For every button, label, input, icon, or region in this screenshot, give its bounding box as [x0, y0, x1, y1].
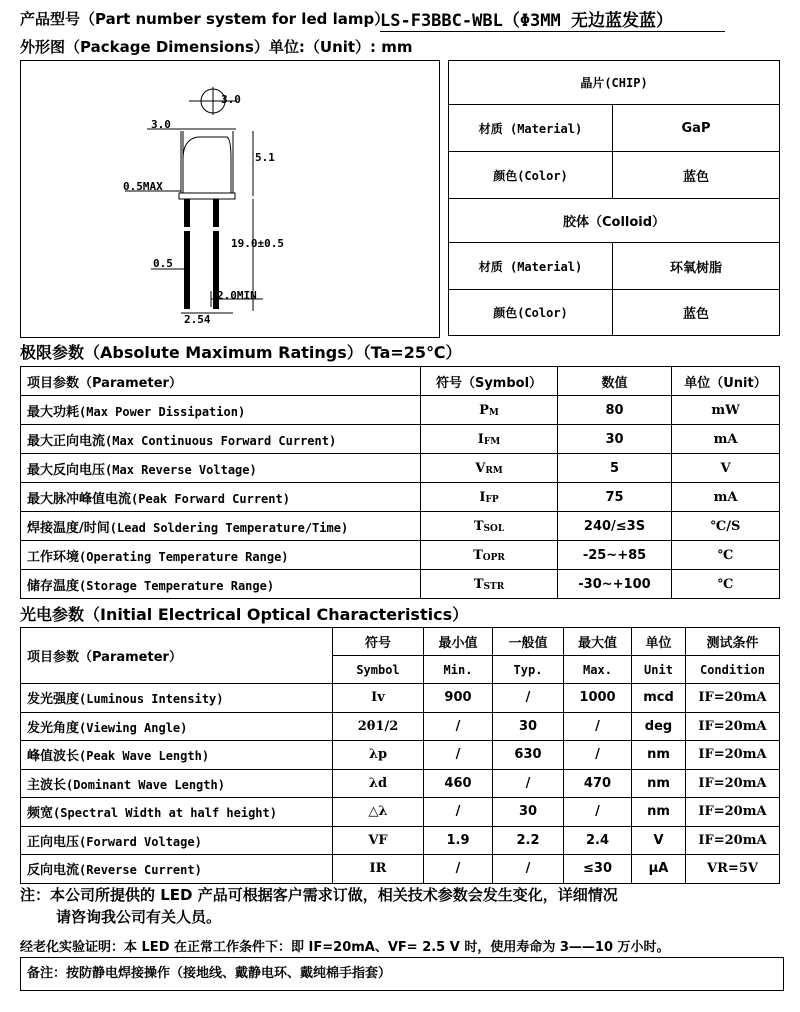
abs-symbol-cell: [421, 570, 558, 599]
abs-max-row: [21, 570, 780, 599]
abs-unit-cell: V: [672, 454, 780, 483]
opt-unit-cell: mcd: [632, 684, 686, 713]
header-label: 产品型号（Part number system for led lamp）: [20, 10, 390, 28]
opt-header-symbol-cn: 符号: [333, 628, 424, 656]
abs-header-value: 数值: [558, 367, 672, 396]
abs-value-cell: 80: [558, 396, 672, 425]
opt-typ-cell: /: [493, 684, 564, 713]
opt-min-cell: /: [424, 855, 493, 884]
abs-value-cell: 5: [558, 454, 672, 483]
param-en: (Reverse Current): [79, 863, 202, 878]
abs-max-row: [21, 425, 780, 454]
opt-param-cell: [21, 826, 333, 855]
abs-param-cell: [21, 454, 421, 483]
param-cn: 发光角度: [27, 720, 80, 736]
opt-min-cell: 900: [424, 684, 493, 713]
opt-cond-cell: IF=20mA: [686, 712, 780, 741]
symbol-sub: RM: [485, 465, 503, 476]
opt-unit-cell: nm: [632, 769, 686, 798]
opt-cond-cell: IF=20mA: [686, 769, 780, 798]
opt-max-cell: 1000: [564, 684, 632, 713]
abs-max-row: [21, 396, 780, 425]
abs-max-row: [21, 541, 780, 570]
aging-note: 经老化实验证明：本 LED 在正常工作条件下：即 IF=20mA、VF= 2.5 V 时，使用寿命为 3——10 万小时。: [20, 940, 670, 955]
opt-unit-cell: V: [632, 826, 686, 855]
abs-value-cell: -30~+100: [558, 570, 672, 599]
abs-symbol-cell: [421, 396, 558, 425]
abs-symbol-cell: [421, 541, 558, 570]
opt-cond-cell: IF=20mA: [686, 798, 780, 827]
param-en: (Luminous Intensity): [79, 692, 224, 707]
opt-cond-cell: VR=5V: [686, 855, 780, 884]
optical-row: [21, 741, 780, 770]
opt-symbol-cell: △λ: [333, 798, 424, 827]
param-en: (Storage Temperature Range): [79, 578, 275, 593]
symbol: V: [475, 460, 486, 476]
abs-header-unit: 单位（Unit）: [672, 367, 780, 396]
package-drawing: [20, 60, 440, 338]
opt-param-cell: [21, 684, 333, 713]
param-en: (Dominant Wave Length): [66, 777, 225, 792]
dimensions-label: 外形图（Package Dimensions）单位:（Unit）: mm: [20, 38, 413, 56]
opt-header-max-cn: 最大值: [564, 628, 632, 656]
symbol: T: [473, 547, 483, 563]
abs-param-cell: [21, 570, 421, 599]
optical-row: [21, 684, 780, 713]
param-en: (Viewing Angle): [79, 720, 188, 735]
symbol: I: [477, 431, 484, 447]
opt-typ-cell: /: [493, 855, 564, 884]
abs-param-cell: [21, 425, 421, 454]
symbol-sub: FP: [485, 494, 499, 505]
opt-symbol-cell: VF: [333, 826, 424, 855]
abs-unit-cell: ℃: [672, 541, 780, 570]
param-cn: 主波长: [27, 777, 67, 793]
opt-header-cond-en: Condition: [686, 656, 780, 684]
opt-header-min-cn: 最小值: [424, 628, 493, 656]
param-en: (Peak Forward Current): [131, 491, 290, 506]
symbol-sub: OPR: [482, 552, 505, 563]
abs-unit-cell: mA: [672, 425, 780, 454]
opt-header-param: 项目参数（Parameter）: [21, 628, 333, 684]
opt-typ-cell: 30: [493, 798, 564, 827]
opt-header-symbol-en: Symbol: [333, 656, 424, 684]
opt-max-cell: ≤30: [564, 855, 632, 884]
opt-typ-cell: 30: [493, 712, 564, 741]
chip-color-value: 蓝色: [613, 152, 780, 199]
opt-cond-cell: IF=20mA: [686, 741, 780, 770]
chip-material-label: 材质 (Material): [449, 105, 613, 152]
symbol-sub: M: [488, 407, 499, 418]
abs-max-row: [21, 454, 780, 483]
dim-lead-width: 0.5: [153, 257, 173, 270]
abs-max-title: 极限参数（Absolute Maximum Ratings）（Ta=25℃）: [20, 343, 462, 362]
opt-unit-cell: deg: [632, 712, 686, 741]
opt-min-cell: 460: [424, 769, 493, 798]
param-cn: 工作环境: [27, 549, 80, 565]
abs-param-cell: [21, 396, 421, 425]
opt-unit-cell: nm: [632, 741, 686, 770]
colloid-material-value: 环氧树脂: [613, 243, 780, 290]
opt-min-cell: /: [424, 798, 493, 827]
abs-param-cell: [21, 541, 421, 570]
abs-value-cell: -25~+85: [558, 541, 672, 570]
param-en: (Spectral Width at half height): [53, 806, 277, 821]
abs-symbol-cell: [421, 483, 558, 512]
opt-param-cell: [21, 712, 333, 741]
chip-material-value: GaP: [613, 105, 780, 152]
chip-title: 晶片(CHIP): [449, 61, 780, 105]
dim-flange: 0.5MAX: [123, 180, 163, 193]
opt-symbol-cell: 2θ1/2: [333, 712, 424, 741]
param-cn: 最大反向电压: [27, 462, 106, 478]
abs-unit-cell: ℃/S: [672, 512, 780, 541]
dim-lead-min: 2.0MIN: [217, 289, 257, 302]
note-line-2: 请咨询我公司有关人员。: [56, 908, 222, 926]
optical-rows: [21, 684, 780, 884]
abs-max-rows: [21, 396, 780, 599]
opt-min-cell: /: [424, 741, 493, 770]
optical-table: [20, 627, 780, 884]
param-en: (Peak Wave Length): [79, 749, 210, 764]
abs-header-symbol: 符号（Symbol）: [421, 367, 558, 396]
abs-max-row: [21, 483, 780, 512]
opt-max-cell: /: [564, 741, 632, 770]
chip-table: [448, 60, 780, 336]
param-cn: 发光强度: [27, 692, 80, 708]
symbol: T: [473, 518, 484, 534]
opt-header-max-en: Max.: [564, 656, 632, 684]
opt-max-cell: 470: [564, 769, 632, 798]
colloid-color-label: 颜色(Color): [449, 290, 613, 336]
opt-header-cond-cn: 测试条件: [686, 628, 780, 656]
optical-row: [21, 798, 780, 827]
opt-min-cell: 1.9: [424, 826, 493, 855]
dim-diameter: 3.0: [221, 93, 241, 106]
symbol-sub: STR: [483, 581, 505, 592]
dim-body-height: 5.1: [255, 151, 275, 164]
opt-typ-cell: 630: [493, 741, 564, 770]
opt-param-cell: [21, 769, 333, 798]
abs-value-cell: 240/≤3S: [558, 512, 672, 541]
param-cn: 频宽: [27, 806, 54, 822]
symbol: I: [479, 489, 486, 505]
optical-row: [21, 712, 780, 741]
optical-row: [21, 769, 780, 798]
remark-box: 备注：按防静电焊接操作（接地线、戴静电环、戴纯棉手指套）: [20, 957, 784, 991]
abs-max-row: [21, 512, 780, 541]
abs-unit-cell: mA: [672, 483, 780, 512]
optical-row: [21, 855, 780, 884]
abs-symbol-cell: [421, 512, 558, 541]
dim-lead-length: 19.0±0.5: [231, 237, 284, 250]
param-en: (Max Power Dissipation): [79, 404, 246, 419]
opt-symbol-cell: IR: [333, 855, 424, 884]
opt-cond-cell: IF=20mA: [686, 684, 780, 713]
opt-header-unit-en: Unit: [632, 656, 686, 684]
param-cn: 峰值波长: [27, 749, 80, 765]
opt-min-cell: /: [424, 712, 493, 741]
part-number: LS-F3BBC-WBL（Φ3MM 无边蓝发蓝）: [380, 6, 725, 32]
dim-width: 3.0: [151, 118, 171, 131]
symbol-sub: SOL: [483, 523, 505, 534]
param-cn: 反向电流: [27, 863, 80, 879]
opt-typ-cell: /: [493, 769, 564, 798]
param-cn: 最大功耗: [27, 404, 80, 420]
colloid-title: 胶体（Colloid）: [449, 199, 780, 243]
opt-symbol-cell: Iv: [333, 684, 424, 713]
param-en: (Lead Soldering Temperature/Time): [109, 520, 349, 535]
opt-unit-cell: nm: [632, 798, 686, 827]
opt-unit-cell: μA: [632, 855, 686, 884]
note-line-1: 注：本公司所提供的 LED 产品可根据客户需求订做，相关技术参数会发生变化，详细情况: [20, 886, 618, 904]
opt-max-cell: 2.4: [564, 826, 632, 855]
symbol: P: [479, 402, 489, 418]
colloid-material-label: 材质 (Material): [449, 243, 613, 290]
param-en: (Operating Temperature Range): [79, 549, 289, 564]
param-cn: 最大正向电流: [27, 433, 106, 449]
abs-unit-cell: ℃: [672, 570, 780, 599]
param-en: (Max Continuous Forward Current): [105, 433, 337, 448]
opt-max-cell: /: [564, 712, 632, 741]
colloid-color-value: 蓝色: [613, 290, 780, 336]
opt-max-cell: /: [564, 798, 632, 827]
optical-title: 光电参数（Initial Electrical Optical Characteristics）: [20, 605, 469, 624]
chip-color-label: 颜色(Color): [449, 152, 613, 199]
opt-param-cell: [21, 741, 333, 770]
opt-cond-cell: IF=20mA: [686, 826, 780, 855]
abs-max-table: [20, 366, 780, 599]
param-cn: 储存温度: [27, 578, 80, 594]
param-cn: 最大脉冲峰值电流: [27, 491, 132, 507]
abs-unit-cell: mW: [672, 396, 780, 425]
abs-param-cell: [21, 512, 421, 541]
param-cn: 正向电压: [27, 834, 80, 850]
abs-value-cell: 30: [558, 425, 672, 454]
opt-param-cell: [21, 798, 333, 827]
opt-header-min-en: Min.: [424, 656, 493, 684]
opt-header-unit-cn: 单位: [632, 628, 686, 656]
abs-param-cell: [21, 483, 421, 512]
symbol: T: [473, 576, 484, 592]
param-en: (Max Reverse Voltage): [105, 462, 257, 477]
opt-symbol-cell: λd: [333, 769, 424, 798]
opt-param-cell: [21, 855, 333, 884]
optical-row: [21, 826, 780, 855]
abs-symbol-cell: [421, 425, 558, 454]
symbol-sub: FM: [483, 436, 501, 447]
param-cn: 焊接温度/时间: [27, 520, 110, 536]
opt-header-typ-en: Typ.: [493, 656, 564, 684]
param-en: (Forward Voltage): [79, 834, 202, 849]
opt-symbol-cell: λp: [333, 741, 424, 770]
opt-header-typ-cn: 一般值: [493, 628, 564, 656]
abs-value-cell: 75: [558, 483, 672, 512]
dim-pitch: 2.54: [184, 313, 211, 326]
abs-symbol-cell: [421, 454, 558, 483]
opt-typ-cell: 2.2: [493, 826, 564, 855]
abs-header-param: 项目参数（Parameter）: [21, 367, 421, 396]
